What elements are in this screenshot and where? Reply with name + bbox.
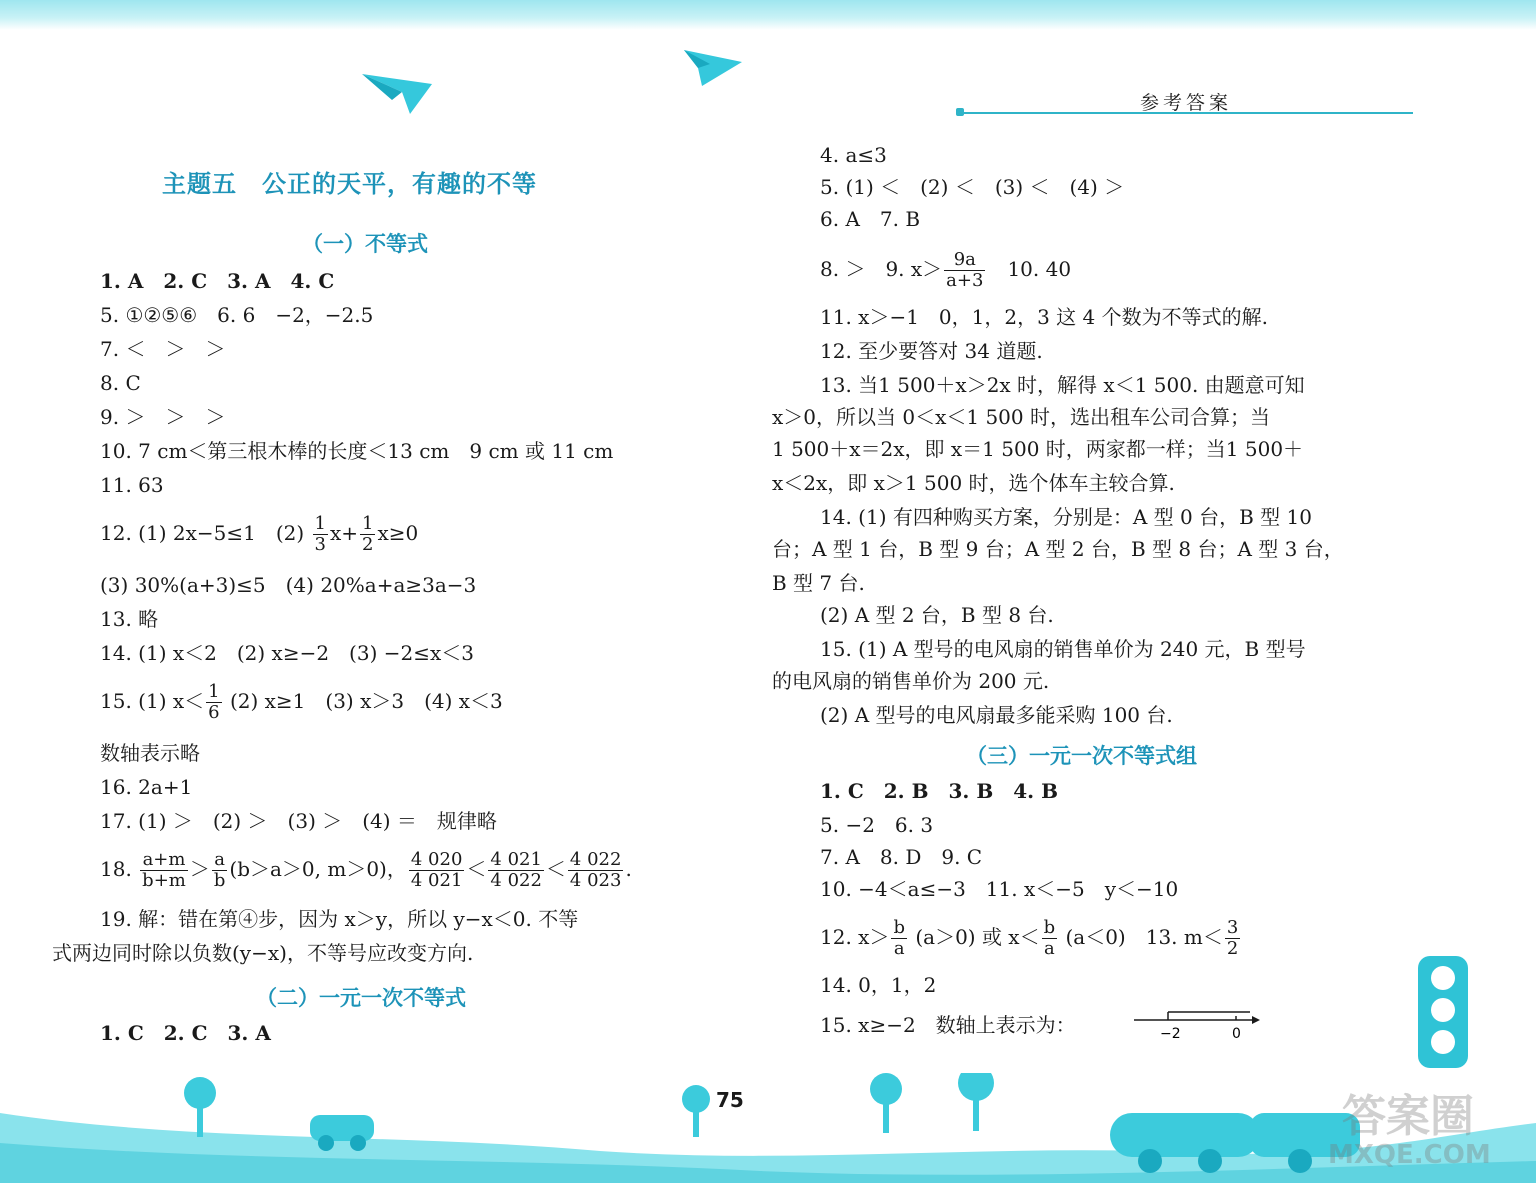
fraction xyxy=(140,850,188,891)
denominator: 6 xyxy=(208,702,220,723)
denominator: b xyxy=(213,870,226,891)
answer-line-12 xyxy=(100,508,418,558)
numerator: 3 xyxy=(1226,917,1239,938)
number-line-label: 0 xyxy=(1232,1026,1241,1042)
fraction xyxy=(944,250,985,291)
fraction xyxy=(206,682,221,723)
watermark-logo: 答案圈 xyxy=(1342,1091,1474,1142)
denominator: 2 xyxy=(362,534,374,555)
denominator: 4 022 xyxy=(490,870,542,891)
fraction xyxy=(891,918,907,959)
answer-line: 7. A 8. D 9. C xyxy=(820,845,983,869)
answer-line: 8. C xyxy=(100,371,141,395)
answer-line: 13. 略 xyxy=(100,607,159,631)
answer-text: (a＜0) 13. m＜ xyxy=(1065,925,1223,949)
answer-line: 5. ①②⑤⑥ 6. 6 −2，−2.5 xyxy=(100,303,374,327)
answer-text: 8. ＞ 9. x＞ xyxy=(820,257,943,281)
answer-line: 5. −2 6. 3 xyxy=(820,813,934,837)
bottom-scenery xyxy=(0,1073,1536,1183)
numerator: 4 020 xyxy=(410,849,463,870)
answer-line: (2) A 型号的电风扇最多能采购 100 台. xyxy=(820,703,1173,727)
numerator: 4 022 xyxy=(569,849,622,870)
answer-line: 7. ＜ ＞ ＞ xyxy=(100,337,226,361)
denominator: b+m xyxy=(142,870,186,891)
answer-line: B 型 7 台. xyxy=(772,571,865,595)
answer-line: 14. 0，1，2 xyxy=(820,973,937,997)
numerator: 1 xyxy=(362,513,374,534)
answer-line: 12. 至少要答对 34 道题. xyxy=(820,339,1043,363)
answer-line: 11. 63 xyxy=(100,473,164,497)
answer-line: 10. −4＜a≤−3 11. x＜−5 y＜−10 xyxy=(820,877,1179,901)
denominator: 4 023 xyxy=(569,870,622,891)
numerator: b xyxy=(893,917,905,938)
answer-line: 1 500＋x＝2x，即 x＝1 500 时，两家都一样；当1 500＋ xyxy=(772,437,1304,461)
answer-line: 11. x＞−1 0，1，2，3 这 4 个数为不等式的解. xyxy=(820,305,1268,329)
answer-line: 15. x≥−2 数轴上表示为： xyxy=(820,1013,1076,1037)
answer-text: 12. x＞ xyxy=(820,925,890,949)
answer-line-8-10 xyxy=(820,244,1071,294)
fraction xyxy=(313,514,328,555)
answer-line: 9. ＞ ＞ ＞ xyxy=(100,405,226,429)
denominator: 3 xyxy=(314,534,326,555)
numerator: a xyxy=(212,850,228,871)
answer-line: 式两边同时除以负数(y−x)，不等号应改变方向. xyxy=(52,941,474,965)
fraction xyxy=(360,514,375,555)
numerator: b xyxy=(1043,917,1056,938)
denominator: a+3 xyxy=(946,270,984,291)
header-title: 参考答案 xyxy=(1140,92,1233,114)
number-line-label: −2 xyxy=(1160,1026,1181,1042)
paper-plane-icon-right xyxy=(684,50,744,88)
number-line-arrow-icon xyxy=(1252,1016,1260,1024)
watermark-url: MXQE.COM xyxy=(1328,1140,1491,1170)
numerator: a+m xyxy=(140,850,188,871)
answer-line: 14. (1) x＜2 (2) x≥−2 (3) −2≤x＜3 xyxy=(100,641,474,665)
answer-line: x＜2x，即 x＞1 500 时，选个体车主较合算. xyxy=(772,471,1175,495)
answer-line: (3) 30%(a+3)≤5 (4) 20%a+a≥3a−3 xyxy=(100,573,477,597)
page-number: 75 xyxy=(716,1088,744,1112)
answer-line-15 xyxy=(100,676,503,726)
answer-line: 数轴表示略 xyxy=(100,741,200,765)
section-title-linear-inequality: （二）一元一次不等式 xyxy=(256,986,466,1010)
answer-text: 10. 40 xyxy=(1007,257,1072,281)
numerator: 9a xyxy=(944,250,985,271)
fraction xyxy=(212,850,228,891)
answer-line: 5. (1) ＜ (2) ＜ (3) ＜ (4) ＞ xyxy=(820,175,1125,199)
answer-text: x+ xyxy=(329,521,359,545)
answer-line-18: 18. $\frac{a+m}{b+m}$ ＞ $\frac{a}{b}$ (b＞a＞0, m＞0)， $\frac{4 020}{4 021}$ ＜ $\frac{4 021}{4 022}$ ＜ $\frac{4 022}{4 023}$ . xyxy=(100,849,632,891)
answer-line: 14. (1) 有四种购买方案，分别是：A 型 0 台，B 型 10 xyxy=(820,505,1312,529)
denominator: 4 021 xyxy=(410,870,463,891)
denominator: a xyxy=(893,938,905,959)
answer-line: 15. (1) A 型号的电风扇的销售单价为 240 元，B 型号 xyxy=(820,637,1306,661)
answer-line-12-13 xyxy=(820,912,1242,962)
answer-line: 10. 7 cm＜第三根木棒的长度＜13 cm 9 cm 或 11 cm xyxy=(100,439,614,463)
fraction xyxy=(488,850,544,891)
answer-line: 4. a≤3 xyxy=(820,143,887,167)
answer-line: (2) A 型 2 台，B 型 8 台. xyxy=(820,603,1054,627)
fraction xyxy=(409,850,465,891)
denominator: a xyxy=(1043,938,1055,959)
fraction xyxy=(1225,918,1240,959)
answer-text: 15. (1) x＜ xyxy=(100,689,205,713)
topic-title: 主题五 公正的天平，有趣的不等 xyxy=(162,170,537,198)
answer-text: 18. xyxy=(100,857,132,881)
answer-line: x＞0，所以当 0＜x＜1 500 时，选出租车公司合算；当 xyxy=(772,405,1270,429)
answer-text: 12. (1) 2x−5≤1 (2) xyxy=(100,521,305,545)
fraction xyxy=(568,850,624,891)
answer-line: 台；A 型 1 台，B 型 9 台；A 型 2 台，B 型 8 台；A 型 3 台， xyxy=(772,537,1344,561)
answer-text: (b＞a＞0, m＞0)， xyxy=(229,857,407,881)
answer-line: 13. 当1 500＋x＞2x 时，解得 x＜1 500. 由题意可知 xyxy=(820,373,1305,397)
numerator: 4 021 xyxy=(490,849,542,870)
section-title-inequality: （一）不等式 xyxy=(302,232,428,256)
section-title-inequality-system: （三）一元一次不等式组 xyxy=(966,744,1197,768)
answer-line: 16. 2a+1 xyxy=(100,775,193,799)
paper-plane-icon-left xyxy=(362,70,434,116)
answer-line: 6. A 7. B xyxy=(820,207,921,231)
top-decoration-band xyxy=(0,0,1536,30)
answer-line: 17. (1) ＞ (2) ＞ (3) ＞ (4) ＝ 规律略 xyxy=(100,809,497,833)
answer-line: 1. A 2. C 3. A 4. C xyxy=(100,269,335,293)
numerator: 1 xyxy=(208,681,220,702)
answer-text: (a＞0) 或 x＜ xyxy=(915,925,1040,949)
denominator: 2 xyxy=(1226,938,1239,959)
answer-line: 1. C 2. B 3. B 4. B xyxy=(820,779,1058,803)
number-line-diagram xyxy=(1132,1002,1262,1044)
numerator: 1 xyxy=(314,513,326,534)
fraction xyxy=(1042,918,1058,959)
answer-text: (2) x≥1 (3) x＞3 (4) x＜3 xyxy=(229,689,503,713)
answer-line: 的电风扇的销售单价为 200 元. xyxy=(772,669,1050,693)
answer-line: 19. 解：错在第④步，因为 x＞y，所以 y−x＜0. 不等 xyxy=(100,907,579,931)
traffic-light-icon xyxy=(1416,954,1472,1074)
answer-line: 1. C 2. C 3. A xyxy=(100,1021,271,1045)
answer-text: x≥0 xyxy=(377,521,419,545)
